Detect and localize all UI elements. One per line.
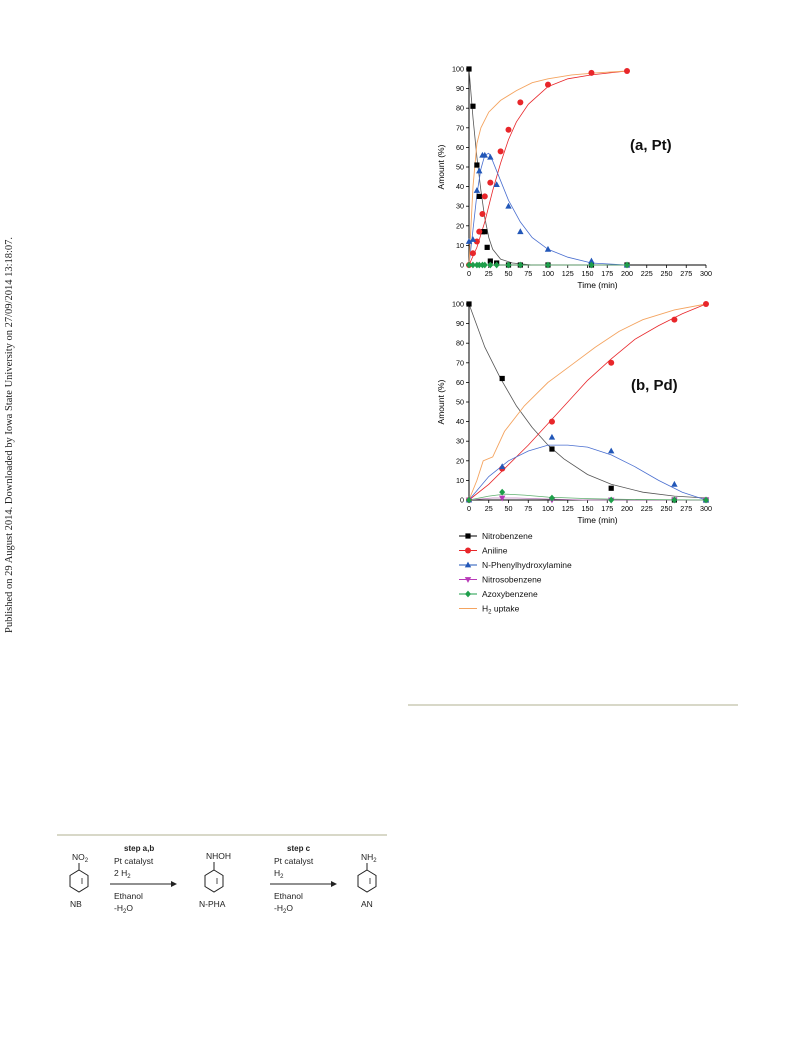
point-aniline [545,82,551,88]
x-axis-label: Time (min) [577,515,618,525]
point-aniline [624,68,630,74]
nb-group: $NO_2$ [72,852,89,864]
y-tick-label: 20 [456,221,464,231]
x-tick-label: 200 [621,504,633,513]
chart-b-pd [425,290,725,538]
legend-marker-n-phenylhydroxylamine [465,562,471,568]
y-tick-label: 90 [456,319,464,329]
y-tick-label: 20 [456,456,464,466]
y-tick-label: 80 [456,103,464,113]
point-n-phenylhydroxylamine [476,168,482,174]
n-phenylhydroxylamine-structure [199,851,231,909]
y-tick-label: 10 [456,475,464,485]
panel-annotation: (a, Pt) [630,137,672,154]
point-aniline [476,229,482,235]
x-tick-label: 225 [640,504,653,513]
point-aniline [588,70,594,76]
y-tick-label: 0 [460,260,464,270]
x-tick-label: 250 [660,269,673,278]
point-aniline [498,148,504,154]
an-group: $NH_2$ [361,852,377,864]
y-tick-label: 60 [456,377,464,387]
x-tick-label: 300 [700,269,712,278]
curve-fit-an [469,304,706,500]
x-tick-label: 50 [504,504,513,513]
y-axis-label: Amount (%) [436,144,446,190]
point-aniline [671,317,677,323]
x-tick-label: 275 [680,269,693,278]
point-aniline [549,419,555,425]
point-aniline [517,99,523,105]
x-tick-label: 250 [660,504,673,513]
y-tick-label: 30 [456,436,464,446]
point-nitrobenzene [474,162,479,167]
curve-h2-uptake [469,71,627,265]
y-tick-label: 30 [456,201,464,211]
x-tick-label: 0 [467,504,471,513]
y-tick-label: 70 [456,358,464,368]
point-aniline [487,180,493,186]
point-nitrosobenzene [499,496,505,502]
x-tick-label: 175 [601,504,614,513]
step2-byproduct: $-H_2O$ [274,903,293,915]
x-tick-label: 150 [581,269,594,278]
point-n-phenylhydroxylamine [608,448,614,454]
step2-solvent: Ethanol [274,891,303,901]
x-tick-label: 275 [680,504,693,513]
y-tick-label: 50 [456,162,464,172]
left-divider [57,834,387,836]
y-tick-label: 40 [456,182,464,192]
point-n-phenylhydroxylamine [549,434,555,440]
y-axis-label: Amount (%) [436,379,446,425]
legend-label-nitrosobenzene: Nitrosobenzene [482,574,542,585]
point-n-phenylhydroxylamine [545,246,551,252]
point-nitrobenzene [477,194,482,199]
curve-fit-an [469,71,627,265]
curve-fit-nb [469,69,627,265]
point-aniline [479,211,485,217]
an-name: AN [361,899,373,909]
legend-marker-nitrobenzene [465,533,470,538]
y-tick-label: 60 [456,142,464,152]
point-n-phenylhydroxylamine [517,228,523,234]
chart-a-pt [425,55,725,303]
x-tick-label: 0 [467,269,471,278]
point-n-phenylhydroxylamine [487,154,493,160]
y-tick-label: 50 [456,397,464,407]
point-aniline [703,301,709,307]
legend-label-h2-uptake: $H_2$ uptake [482,603,520,616]
legend-marker-nitrosobenzene [465,577,471,583]
point-nitrobenzene [482,229,487,234]
x-tick-label: 75 [524,504,533,513]
point-nitrobenzene [485,245,490,250]
legend-marker-aniline [465,548,471,554]
legend-marker-azoxybenzene [465,591,471,598]
x-tick-label: 125 [561,504,574,513]
step2-title: step c [287,844,311,853]
legend-label-nitrobenzene: Nitrobenzene [482,531,533,541]
legend-label-azoxybenzene: Azoxybenzene [482,589,538,599]
npha-name: N-PHA [199,899,226,909]
step1-catalyst: Pt catalyst [114,856,154,866]
sidebar-publication-note [4,215,18,635]
point-aniline [608,360,614,366]
x-tick-label: 175 [601,269,614,278]
panel-annotation: (b, Pd) [631,377,678,394]
point-nitrobenzene [500,376,505,381]
x-tick-label: 200 [621,269,633,278]
y-tick-label: 100 [452,299,464,309]
point-n-phenylhydroxylamine [671,481,677,487]
point-nitrobenzene [466,301,471,306]
nb-name: NB [70,899,82,909]
step1-byproduct: $-H_2O$ [114,903,133,915]
legend-label-aniline: Aniline [482,545,508,556]
step1-reagent: 2 $H_2$ [114,868,131,880]
npha-group: NHOH [206,851,232,861]
y-tick-label: 10 [456,240,464,250]
y-tick-label: 80 [456,338,464,348]
x-tick-label: 50 [504,269,513,278]
point-nitrobenzene [466,66,471,71]
y-tick-label: 90 [456,84,464,94]
point-nitrobenzene [470,104,475,109]
point-aniline [470,250,476,256]
y-tick-label: 70 [456,123,464,133]
y-tick-label: 40 [456,417,464,427]
x-tick-label: 75 [524,269,533,278]
point-nitrobenzene [549,446,554,451]
nitrobenzene-structure [70,852,89,909]
point-nitrobenzene [609,486,614,491]
x-tick-label: 25 [484,504,493,513]
x-tick-label: 100 [542,269,554,278]
step1-title: step a,b [124,844,155,853]
point-n-phenylhydroxylamine [474,187,480,193]
step2-reagent: $H_2$ [274,868,284,880]
publication-note-text: Published on 29 August 2014. Downloaded by Iowa State University on 27/09/2014 13:18:07. [4,236,15,633]
legend-label-n-phenylhydroxylamine: N-Phenylhydroxylamine [482,560,572,570]
x-tick-label: 300 [700,504,712,513]
x-tick-label: 125 [561,269,574,278]
y-tick-label: 100 [452,64,464,74]
right-divider [408,704,738,706]
x-axis-label: Time (min) [577,280,618,290]
x-tick-label: 25 [484,269,493,278]
x-tick-label: 225 [640,269,653,278]
y-tick-label: 0 [460,495,464,505]
curve-h2-uptake [469,304,706,500]
x-tick-label: 150 [581,504,594,513]
aniline-structure [358,852,377,909]
x-tick-label: 100 [542,504,554,513]
step2-catalyst: Pt catalyst [274,856,314,866]
step1-solvent: Ethanol [114,891,143,901]
chart-legend [455,528,615,640]
point-aniline [482,193,488,199]
point-aniline [506,127,512,133]
